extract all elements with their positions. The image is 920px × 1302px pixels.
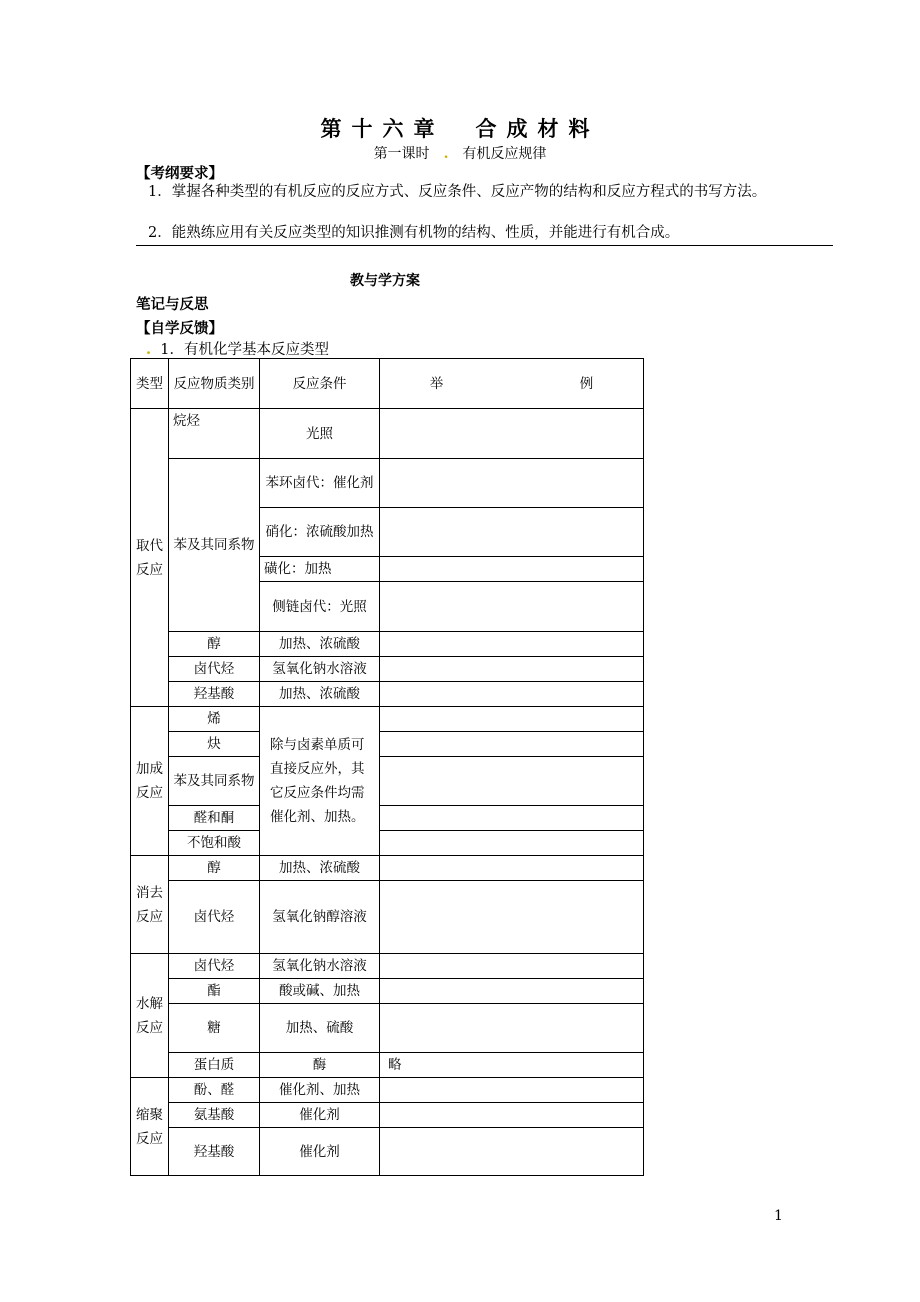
cond-protein: 酶 bbox=[260, 1053, 380, 1078]
table-row bbox=[131, 757, 644, 806]
table-row bbox=[131, 979, 644, 1004]
table-row bbox=[131, 831, 644, 856]
lesson-subtitle bbox=[0, 143, 920, 163]
requirement-item-2: 2．能熟练应用有关反应类型的知识推测有机物的结构、性质，并能进行有机合成。 bbox=[148, 225, 680, 241]
cond-alcohol: 加热、浓硫酸 bbox=[260, 632, 380, 657]
example-cell bbox=[380, 459, 644, 508]
example-cell bbox=[380, 954, 644, 979]
type-substitution: 取代反应 bbox=[131, 409, 169, 707]
dot-mark: . bbox=[146, 341, 152, 358]
example-cell bbox=[380, 831, 644, 856]
cond-amino-acid: 催化剂 bbox=[260, 1103, 380, 1128]
header-example-a: 举 bbox=[429, 375, 444, 392]
cond-side-halo: 侧链卤代：光照 bbox=[260, 582, 380, 632]
substance-benzene-add: 苯及其同系物 bbox=[169, 757, 260, 806]
substance-benzene: 苯及其同系物 bbox=[169, 459, 260, 632]
table-row bbox=[131, 732, 644, 757]
requirement-item-1: 1．掌握各种类型的有机反应的反应方式、反应条件、反应产物的结构和反应方程式的书写方法。 bbox=[148, 184, 767, 200]
example-cell bbox=[380, 409, 644, 459]
requirements-heading: 【考纲要求】 bbox=[136, 166, 223, 182]
header-condition: 反应条件 bbox=[260, 359, 380, 409]
type-addition: 加成反应 bbox=[131, 707, 169, 856]
cond-haloalkane-elim: 氢氧化钠醇溶液 bbox=[260, 881, 380, 954]
substance-hydroxy-acid-cond: 羟基酸 bbox=[169, 1128, 260, 1176]
header-substance: 反应物质类别 bbox=[169, 359, 260, 409]
cond-ring-halo: 苯环卤代：催化剂 bbox=[260, 459, 380, 508]
table-row bbox=[131, 881, 644, 954]
table-row bbox=[131, 657, 644, 682]
table-caption-text: 1．有机化学基本反应类型 bbox=[160, 342, 330, 358]
example-cell bbox=[380, 856, 644, 881]
type-elimination: 消去反应 bbox=[131, 856, 169, 954]
table-row bbox=[131, 1053, 644, 1078]
example-cell bbox=[380, 757, 644, 806]
cond-haloalkane-hyd: 氢氧化钠水溶液 bbox=[260, 954, 380, 979]
example-cell bbox=[380, 1078, 644, 1103]
cond-hydroxy-acid-cond: 催化剂 bbox=[260, 1128, 380, 1176]
substance-amino-acid: 氨基酸 bbox=[169, 1103, 260, 1128]
table-row bbox=[131, 1078, 644, 1103]
substance-alcohol-elim: 醇 bbox=[169, 856, 260, 881]
substance-aldehyde-ketone: 醛和酮 bbox=[169, 806, 260, 831]
table-row bbox=[131, 632, 644, 657]
example-cell bbox=[380, 732, 644, 757]
substance-phenol-aldehyde: 酚、醛 bbox=[169, 1078, 260, 1103]
example-cell bbox=[380, 632, 644, 657]
example-cell bbox=[380, 682, 644, 707]
example-cell bbox=[380, 582, 644, 632]
cond-ester: 酸或碱、加热 bbox=[260, 979, 380, 1004]
cond-addition: 除与卤素单质可直接反应外，其它反应条件均需催化剂、加热。 bbox=[260, 707, 380, 856]
example-cell bbox=[380, 707, 644, 732]
table-row bbox=[131, 707, 644, 732]
header-type: 类型 bbox=[131, 359, 169, 409]
table-row bbox=[131, 409, 644, 459]
example-cell bbox=[380, 881, 644, 954]
table-row bbox=[131, 1128, 644, 1176]
example-cell bbox=[380, 1128, 644, 1176]
type-condensation: 缩聚反应 bbox=[131, 1078, 169, 1176]
cond-haloalkane: 氢氧化钠水溶液 bbox=[260, 657, 380, 682]
substance-haloalkane: 卤代烃 bbox=[169, 657, 260, 682]
example-cell bbox=[380, 657, 644, 682]
cond-hydroxy-acid: 加热、浓硫酸 bbox=[260, 682, 380, 707]
cond-alkane: 光照 bbox=[260, 409, 380, 459]
substance-protein: 蛋白质 bbox=[169, 1053, 260, 1078]
table-row bbox=[131, 1103, 644, 1128]
dot-mark: . bbox=[443, 146, 449, 162]
table-row bbox=[131, 459, 644, 508]
substance-haloalkane-hyd: 卤代烃 bbox=[169, 954, 260, 979]
lesson-number: 第一课时 bbox=[373, 146, 430, 162]
reaction-types-table bbox=[130, 358, 644, 1176]
table-row bbox=[131, 682, 644, 707]
substance-alkane: 烷烃 bbox=[169, 409, 260, 459]
cond-sulfonation: 磺化：加热 bbox=[260, 557, 380, 582]
substance-alkyne: 炔 bbox=[169, 732, 260, 757]
header-example-b: 例 bbox=[579, 375, 594, 392]
substance-ester: 酯 bbox=[169, 979, 260, 1004]
substance-alkene: 烯 bbox=[169, 707, 260, 732]
self-study-heading: 【自学反馈】 bbox=[136, 321, 223, 337]
divider bbox=[136, 245, 833, 246]
example-cell bbox=[380, 806, 644, 831]
table-row bbox=[131, 856, 644, 881]
substance-hydroxy-acid: 羟基酸 bbox=[169, 682, 260, 707]
example-cell bbox=[380, 1103, 644, 1128]
cond-sugar: 加热、硫酸 bbox=[260, 1004, 380, 1053]
substance-alcohol: 醇 bbox=[169, 632, 260, 657]
example-cell bbox=[380, 1004, 644, 1053]
example-cell bbox=[380, 557, 644, 582]
notes-heading: 笔记与反思 bbox=[136, 297, 209, 313]
plan-heading: 教与学方案 bbox=[350, 273, 420, 289]
table-header-row bbox=[131, 359, 644, 409]
cond-phenol-aldehyde: 催化剂、加热 bbox=[260, 1078, 380, 1103]
example-cell bbox=[380, 508, 644, 557]
lesson-topic: 有机反应规律 bbox=[462, 146, 547, 162]
table-row bbox=[131, 806, 644, 831]
table-row bbox=[131, 954, 644, 979]
substance-sugar: 糖 bbox=[169, 1004, 260, 1053]
cond-nitration: 硝化：浓硫酸加热 bbox=[260, 508, 380, 557]
cond-alcohol-elim: 加热、浓硫酸 bbox=[260, 856, 380, 881]
example-cell bbox=[380, 979, 644, 1004]
header-example bbox=[380, 359, 644, 409]
table-row bbox=[131, 1004, 644, 1053]
substance-unsat-acid: 不饱和酸 bbox=[169, 831, 260, 856]
page-number: 1 bbox=[774, 1208, 783, 1224]
substance-haloalkane-elim: 卤代烃 bbox=[169, 881, 260, 954]
type-hydrolysis: 水解反应 bbox=[131, 954, 169, 1078]
page-title: 第十六章 合成材料 bbox=[320, 117, 600, 141]
example-protein: 略 bbox=[380, 1053, 644, 1078]
